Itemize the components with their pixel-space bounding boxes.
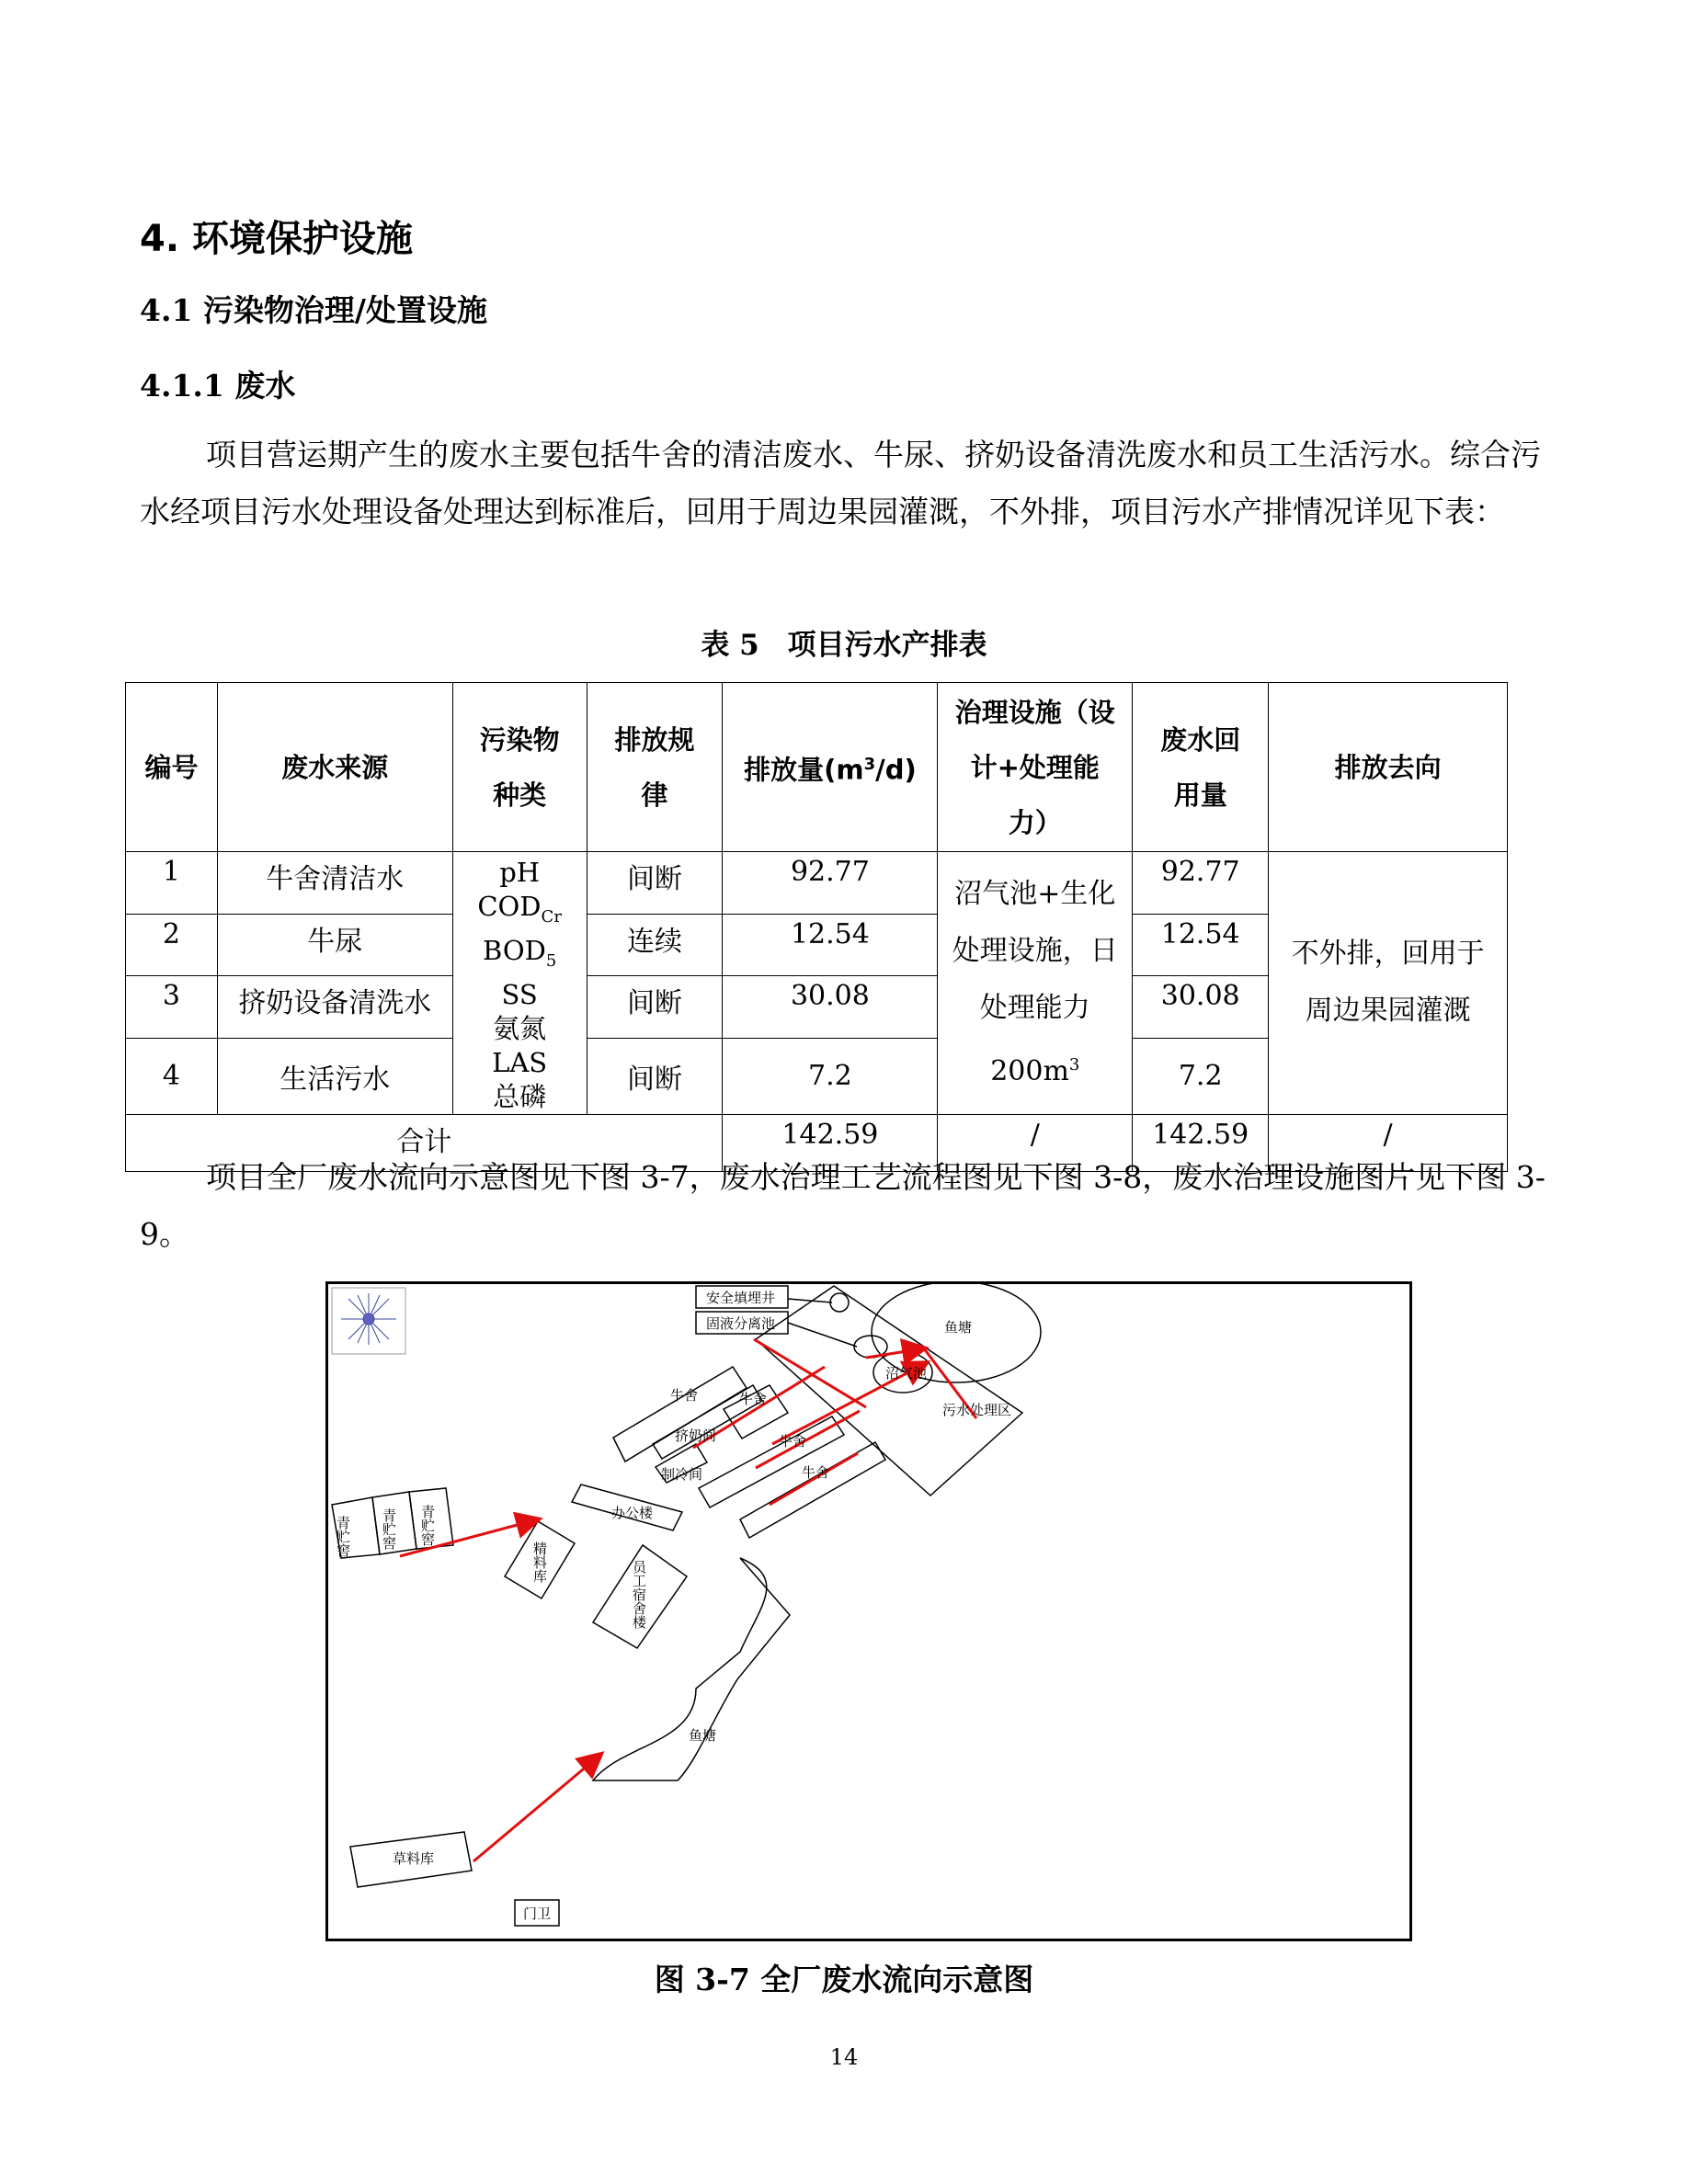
flow-arrow bbox=[866, 1348, 924, 1358]
cell-source: 牛舍清洁水 bbox=[217, 852, 452, 915]
label-milking: 挤奶间 bbox=[675, 1428, 717, 1444]
fishpond-bottom bbox=[593, 1558, 790, 1780]
cowshed-4 bbox=[740, 1442, 885, 1538]
subsection-heading: 4.1 污染物治理/处置设施 bbox=[140, 292, 487, 328]
wastewater-table bbox=[125, 682, 1508, 1172]
header-pollutant: 污染物 种类 bbox=[452, 683, 587, 852]
cell-volume: 12.54 bbox=[723, 914, 938, 976]
cell-source: 牛尿 bbox=[217, 914, 452, 976]
cell-reuse: 12.54 bbox=[1133, 914, 1269, 976]
label-cowshed-3: 牛舍 bbox=[779, 1433, 807, 1450]
label-separator: 固液分离池 bbox=[706, 1315, 776, 1332]
flow-arrows bbox=[400, 1339, 976, 1861]
flow-line bbox=[754, 1339, 866, 1407]
figure-caption: 图 3-7 全厂废水流向示意图 bbox=[654, 1962, 1034, 1997]
label-dorm: 员工宿舍楼 bbox=[631, 1560, 647, 1629]
cell-rule: 间断 bbox=[587, 852, 723, 915]
cell-total-facility: / bbox=[938, 1114, 1133, 1171]
figure-intro-paragraph: 项目全厂废水流向示意图见下图 3-7，废水治理工艺流程图见下图 3-8，废水治理设施图片见下图 3-9。 bbox=[140, 1159, 1545, 1252]
subsubsection-heading: 4.1.1 废水 bbox=[140, 368, 296, 404]
label-silo-2: 青贮窖 bbox=[381, 1508, 397, 1550]
cell-no: 1 bbox=[126, 852, 218, 915]
page-number: 14 bbox=[829, 2044, 859, 2070]
cell-rule: 间断 bbox=[587, 1038, 723, 1114]
intro-paragraph: 项目营运期产生的废水主要包括牛舍的清洁废水、牛尿、挤奶设备清洗废水和员工生活污水。综合污水经项目污水处理设备处理达到标准后，回用于周边果园灌溉，不外排，项目污水产排情况详见下表： bbox=[140, 437, 1541, 529]
cell-pollutants: pH $COD_{Cr}$ $BOD_5$ SS 氨氮 LAS 总磷 bbox=[452, 852, 587, 1115]
cell-total-dest: / bbox=[1269, 1114, 1508, 1171]
site-map-figure bbox=[325, 1281, 1412, 1941]
cell-rule: 连续 bbox=[587, 914, 723, 976]
cell-no: 3 bbox=[126, 976, 218, 1039]
header-volume: 排放量$(m^3/d)$ bbox=[723, 683, 938, 852]
label-safe-well: 安全填埋井 bbox=[706, 1290, 776, 1306]
label-cowshed-4: 牛舍 bbox=[802, 1464, 830, 1481]
label-fishpond-top: 鱼塘 bbox=[944, 1319, 973, 1336]
cell-rule: 间断 bbox=[587, 976, 723, 1039]
site-map-diagram bbox=[328, 1284, 1409, 1939]
label-gate: 门卫 bbox=[523, 1905, 552, 1922]
header-rule: 排放规 律 bbox=[587, 683, 723, 852]
header-source: 废水来源 bbox=[217, 683, 452, 852]
cell-reuse: 92.77 bbox=[1133, 852, 1269, 915]
section-heading: 4. 环境保护设施 bbox=[140, 218, 413, 260]
cell-total-volume: 142.59 bbox=[723, 1114, 938, 1171]
table-header-row bbox=[126, 683, 1508, 852]
cell-volume: 7.2 bbox=[723, 1038, 938, 1114]
header-dest: 排放去向 bbox=[1269, 683, 1508, 852]
flow-arrow bbox=[473, 1755, 600, 1861]
table-row bbox=[126, 852, 1508, 915]
header-reuse: 废水回 用量 bbox=[1133, 683, 1269, 852]
label-office: 办公楼 bbox=[611, 1505, 654, 1521]
label-hay-store: 草料库 bbox=[393, 1850, 435, 1867]
cell-reuse: 30.08 bbox=[1133, 976, 1269, 1039]
header-no: 编号 bbox=[126, 683, 218, 852]
label-fishpond-bottom: 鱼塘 bbox=[689, 1727, 717, 1744]
cell-source: 挤奶设备清洗水 bbox=[217, 976, 452, 1039]
table-caption: 表 5 项目污水产排表 bbox=[701, 629, 987, 662]
label-silo-1: 青贮窖 bbox=[335, 1516, 351, 1557]
safe-well-circle bbox=[830, 1293, 849, 1312]
label-cowshed-2: 牛舍 bbox=[739, 1391, 768, 1407]
cell-volume: 30.08 bbox=[723, 976, 938, 1039]
label-silo-3: 青贮窖 bbox=[419, 1505, 436, 1546]
label-sewage-area: 污水处理区 bbox=[942, 1402, 1012, 1418]
cell-total-label: 合计 bbox=[126, 1114, 723, 1171]
label-feed-store: 精料库 bbox=[531, 1541, 548, 1583]
label-cooling: 制冷间 bbox=[661, 1466, 703, 1483]
label-cowshed-1: 牛舍 bbox=[670, 1387, 699, 1404]
cell-no: 4 bbox=[126, 1038, 218, 1114]
cell-total-reuse: 142.59 bbox=[1133, 1114, 1269, 1171]
cell-facility: 沼气池+生化 处理设施，日 处理能力 $200m^3$ bbox=[938, 852, 1133, 1115]
cell-volume: 92.77 bbox=[723, 852, 938, 915]
cell-dest: 不外排，回用于 周边果园灌溉 bbox=[1269, 852, 1508, 1115]
cell-source: 生活污水 bbox=[217, 1038, 452, 1114]
label-biogas: 沼气池 bbox=[885, 1365, 928, 1382]
header-facility: 治理设施（设 计+处理能 力） bbox=[938, 683, 1133, 852]
compass-rose-icon bbox=[332, 1288, 405, 1354]
cell-no: 2 bbox=[126, 914, 218, 976]
cell-reuse: 7.2 bbox=[1133, 1038, 1269, 1114]
